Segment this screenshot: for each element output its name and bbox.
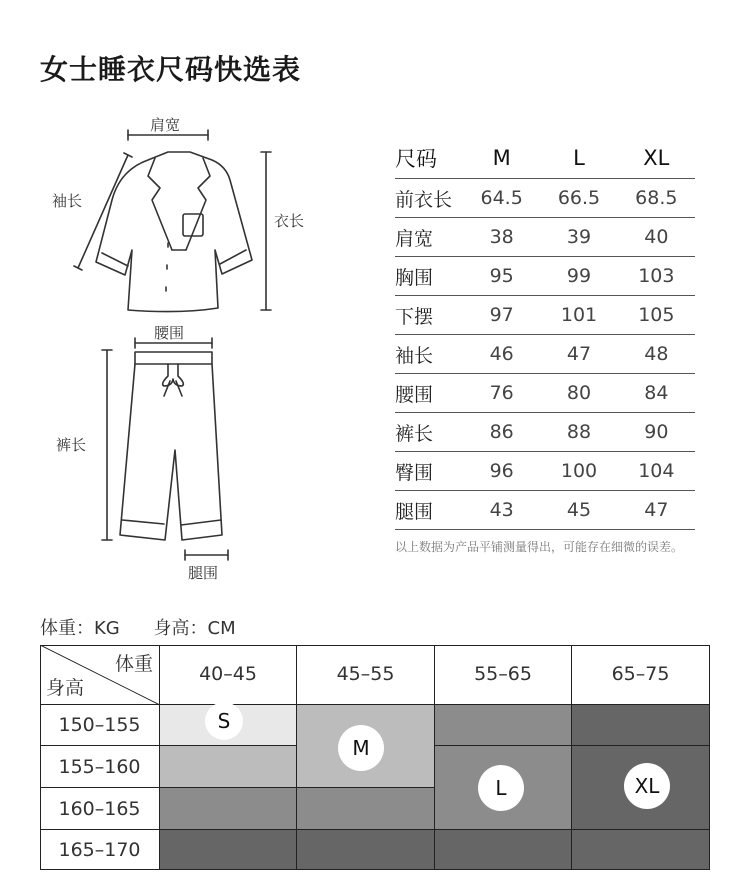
table-cell: 47 [618,491,695,530]
table-row [395,218,695,257]
row-label: 臀围 [395,452,463,491]
weight-range: 65–75 [611,663,670,685]
corner-height-label: 身高 [46,677,85,699]
pajama-illustration [40,100,340,590]
row-label: 袖长 [395,335,463,374]
pants-length-label: 裤长 [56,436,87,454]
length-label: 衣长 [274,212,305,230]
shoulder-label: 肩宽 [150,116,181,134]
table-cell: 66.5 [540,179,617,218]
height-unit: 身高：CM [153,618,236,639]
table-cell: 48 [618,335,695,374]
height-range: 150–155 [58,714,141,736]
weight-header [160,645,297,705]
table-cell: 105 [618,296,695,335]
table-cell: 101 [540,296,617,335]
table-row [395,374,695,413]
table-row [395,452,695,491]
table-cell: 38 [463,218,540,257]
corner-weight-label: 体重 [114,653,153,675]
table-cell: 76 [463,374,540,413]
weight-header [435,645,572,705]
grid-cell-l [435,705,572,746]
units-line [40,614,264,640]
table-cell: 86 [463,413,540,452]
sleeve-label: 袖长 [52,192,83,210]
size-badge-l [478,765,524,811]
table-cell: 100 [540,452,617,491]
row-label: 前衣长 [395,179,463,218]
table-row [395,296,695,335]
weight-header [297,645,435,705]
corner-cell [40,645,160,705]
height-header [40,830,160,870]
table-cell: 103 [618,257,695,296]
header-cell: L [540,138,617,179]
header-cell: M [463,138,540,179]
table-cell: 84 [618,374,695,413]
badge-label: L [495,776,507,800]
table-cell: 97 [463,296,540,335]
grid-cell-xl [297,830,435,870]
row-label: 腿围 [395,491,463,530]
table-cell: 96 [463,452,540,491]
table-row [395,413,695,452]
row-label: 下摆 [395,296,463,335]
grid-cell-xl [160,830,297,870]
weight-range: 45–55 [336,663,395,685]
weight-range: 40–45 [199,663,257,685]
measurement-note: 以上数据为产品平铺测量得出，可能存在细微的误差。 [395,540,684,554]
leg-label: 腿围 [188,564,219,582]
page-title: 女士睡衣尺码快选表 [40,53,302,86]
grid-cell-m [160,746,297,788]
table-cell: 90 [618,413,695,452]
table-cell: 88 [540,413,617,452]
row-label: 裤长 [395,413,463,452]
badge-label: M [352,736,370,760]
table-cell: 45 [540,491,617,530]
table-row [395,335,695,374]
height-range: 165–170 [58,839,141,861]
table-cell: 95 [463,257,540,296]
table-cell: 64.5 [463,179,540,218]
weight-range: 55–65 [474,663,532,685]
height-header [40,746,160,788]
header-cell: 尺码 [395,138,463,179]
size-badge-s [205,702,243,740]
table-cell: 39 [540,218,617,257]
size-recommendation-grid [40,645,710,870]
badge-label: XL [634,774,660,798]
grid-cell-xl [572,705,710,746]
height-range: 160–165 [58,798,141,820]
height-range: 155–160 [58,756,141,778]
table-cell: 40 [618,218,695,257]
weight-header [572,645,710,705]
garment-diagram [40,100,340,590]
waist-label: 腰围 [154,324,185,342]
table-cell: 68.5 [618,179,695,218]
grid-cell-l [160,788,297,830]
weight-unit: 体重：KG [40,618,120,639]
size-table [395,138,695,530]
table-cell: 46 [463,335,540,374]
header-cell: XL [618,138,695,179]
table-cell: 43 [463,491,540,530]
table-cell: 104 [618,452,695,491]
table-cell: 47 [540,335,617,374]
row-label: 肩宽 [395,218,463,257]
table-row [395,179,695,218]
size-badge-m [338,725,384,771]
size-badge-xl [624,763,670,809]
size-table-header [395,138,695,179]
table-row [395,257,695,296]
height-header [40,788,160,830]
height-header [40,705,160,746]
table-cell: 99 [540,257,617,296]
row-label: 胸围 [395,257,463,296]
grid-cell-xl [572,830,710,870]
grid-cell-xl [435,830,572,870]
table-row [395,491,695,530]
row-label: 腰围 [395,374,463,413]
badge-label: S [217,709,231,733]
table-cell: 80 [540,374,617,413]
grid-cell-l [297,788,435,830]
